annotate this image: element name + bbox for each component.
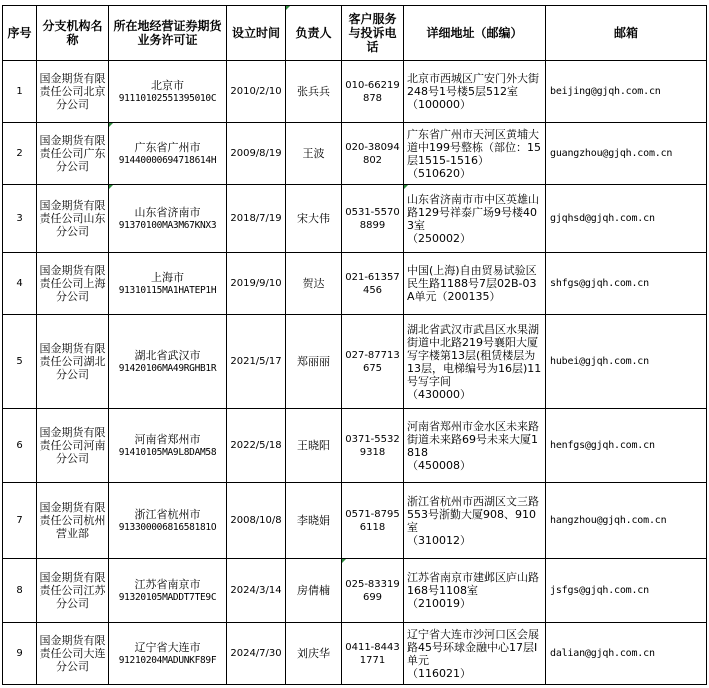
license-cell bbox=[109, 559, 227, 623]
license-cell bbox=[109, 253, 227, 315]
license-cell bbox=[109, 185, 227, 253]
row-index: 1 bbox=[3, 61, 37, 123]
header-manager: 负责人 bbox=[286, 6, 342, 61]
service-phone: 027-87713675 bbox=[342, 315, 404, 409]
manager-name: 宋大伟 bbox=[286, 185, 342, 253]
address-zip: （100000） bbox=[407, 98, 471, 111]
branch-name: 国金期货有限责任公司杭州营业部 bbox=[37, 483, 109, 559]
license-cell bbox=[109, 315, 227, 409]
table-row bbox=[3, 253, 707, 315]
address-text: 山东省济南市市中区英雄山路129号祥泰广场9号楼403室 bbox=[407, 192, 539, 232]
table-row bbox=[3, 123, 707, 185]
address-zip: （250002） bbox=[407, 231, 471, 245]
email-link[interactable]: henfgs@gjqh.com.cn bbox=[546, 409, 707, 483]
branch-name: 国金期货有限责任公司山东分公司 bbox=[37, 185, 109, 253]
license-code: 91370100MA3M67KNX3 bbox=[118, 219, 217, 231]
address-text: 中国(上海)自由贸易试验区民生路1188号7层02B-03A单元（200135） bbox=[407, 264, 537, 303]
manager-name: 王波 bbox=[286, 123, 342, 185]
established-date: 2018/7/19 bbox=[227, 185, 286, 253]
address-zip: （450008） bbox=[407, 458, 471, 472]
service-phone: 0571-87956118 bbox=[342, 483, 404, 559]
service-phone: 025-83319699 bbox=[342, 559, 404, 623]
row-index: 6 bbox=[3, 409, 37, 483]
row-index: 4 bbox=[3, 253, 37, 315]
license-code: 91330000681658181O bbox=[118, 521, 217, 533]
manager-name: 刘庆华 bbox=[286, 623, 342, 685]
row-index: 8 bbox=[3, 559, 37, 623]
manager-name: 王晓阳 bbox=[286, 409, 342, 483]
license-code: 91440000694718614H bbox=[118, 154, 217, 166]
address-text: 广东省广州市天河区黄埔大道中199号整栋（部位：15层1515-1516） bbox=[407, 127, 541, 167]
license-city: 浙江省杭州市 bbox=[134, 507, 201, 521]
address-cell bbox=[404, 123, 546, 185]
row-index: 2 bbox=[3, 123, 37, 185]
license-city: 河南省郑州市 bbox=[134, 432, 201, 446]
row-index: 9 bbox=[3, 623, 37, 685]
established-date: 2010/2/10 bbox=[227, 61, 286, 123]
email-link[interactable]: hangzhou@gjqh.com.cn bbox=[546, 483, 707, 559]
branch-name: 国金期货有限责任公司北京分公司 bbox=[37, 61, 109, 123]
address-text: 湖北省武汉市武昌区水果湖街道中北路219号襄阳大厦写字楼第13层(租赁楼层为13层，电梯编号为16层)11号写字间 bbox=[407, 322, 542, 388]
row-index: 5 bbox=[3, 315, 37, 409]
license-cell bbox=[109, 623, 227, 685]
address-text: 浙江省杭州市西湖区文三路553号浙勤大厦908、910室 bbox=[407, 494, 539, 534]
email-link[interactable]: hubei@gjqh.com.cn bbox=[546, 315, 707, 409]
license-code: 91420106MA49RGHB1R bbox=[118, 362, 217, 374]
table-row bbox=[3, 559, 707, 623]
license-city: 广东省广州市 bbox=[134, 140, 201, 154]
email-link[interactable]: dalian@gjqh.com.cn bbox=[546, 623, 707, 685]
email-link[interactable]: guangzhou@gjqh.com.cn bbox=[546, 123, 707, 185]
table-row bbox=[3, 315, 707, 409]
table-row bbox=[3, 409, 707, 483]
address-zip: （510620） bbox=[407, 166, 471, 180]
service-phone: 0411-84431771 bbox=[342, 623, 404, 685]
table-row bbox=[3, 483, 707, 559]
established-date: 2009/8/19 bbox=[227, 123, 286, 185]
license-cell bbox=[109, 483, 227, 559]
address-text: 北京市西城区广安门外大街248号1号楼5层512室 bbox=[407, 72, 539, 98]
manager-name: 张兵兵 bbox=[286, 61, 342, 123]
address-zip: （116021） bbox=[407, 666, 471, 680]
branch-name: 国金期货有限责任公司江苏分公司 bbox=[37, 559, 109, 623]
header-address: 详细地址（邮编） bbox=[404, 6, 546, 61]
table-row bbox=[3, 185, 707, 253]
address-zip: （210019） bbox=[407, 597, 471, 610]
header-phone: 客户服务与投诉电话 bbox=[342, 6, 404, 61]
address-cell bbox=[404, 61, 546, 123]
branch-table bbox=[2, 5, 707, 685]
email-link[interactable]: shfgs@gjqh.com.cn bbox=[546, 253, 707, 315]
header-email: 邮箱 bbox=[546, 6, 707, 61]
address-cell bbox=[404, 409, 546, 483]
header-location: 所在地经营证券期货业务许可证 bbox=[109, 6, 227, 61]
table-row bbox=[3, 623, 707, 685]
service-phone: 0531-55708899 bbox=[342, 185, 404, 253]
email-link[interactable]: jsfgs@gjqh.com.cn bbox=[546, 559, 707, 623]
service-phone: 020-38094802 bbox=[342, 123, 404, 185]
license-city: 北京市 bbox=[151, 78, 184, 92]
service-phone: 0371-55329318 bbox=[342, 409, 404, 483]
license-code: 91320105MADDT7TE9C bbox=[118, 591, 217, 603]
row-index: 3 bbox=[3, 185, 37, 253]
license-city: 江苏省南京市 bbox=[134, 577, 201, 591]
established-date: 2021/5/17 bbox=[227, 315, 286, 409]
manager-name: 李晓娟 bbox=[286, 483, 342, 559]
branch-name: 国金期货有限责任公司广东分公司 bbox=[37, 123, 109, 185]
license-city: 湖北省武汉市 bbox=[134, 348, 201, 362]
license-cell bbox=[109, 409, 227, 483]
license-code: 91310115MA1HATEP1H bbox=[118, 284, 217, 296]
address-cell bbox=[404, 623, 546, 685]
license-city: 上海市 bbox=[151, 270, 184, 284]
license-city: 山东省济南市 bbox=[134, 205, 201, 219]
license-cell bbox=[109, 61, 227, 123]
service-phone: 010-66219878 bbox=[342, 61, 404, 123]
branch-name: 国金期货有限责任公司大连分公司 bbox=[37, 623, 109, 685]
address-cell bbox=[404, 253, 546, 315]
license-cell bbox=[109, 123, 227, 185]
header-index: 序号 bbox=[3, 6, 37, 61]
address-text: 辽宁省大连市沙河口区会展路45号环球金融中心17层I单元 bbox=[407, 627, 539, 667]
address-zip: （430000） bbox=[407, 387, 471, 401]
established-date: 2024/7/30 bbox=[227, 623, 286, 685]
email-link[interactable]: beijing@gjqh.com.cn bbox=[546, 61, 707, 123]
manager-name: 郑丽丽 bbox=[286, 315, 342, 409]
license-code: 91110102551395010C bbox=[118, 92, 217, 104]
branch-name: 国金期货有限责任公司河南分公司 bbox=[37, 409, 109, 483]
header-date: 设立时间 bbox=[227, 6, 286, 61]
established-date: 2019/9/10 bbox=[227, 253, 286, 315]
address-text: 河南省郑州市金水区未来路街道未来路69号未来大厦1818 bbox=[407, 419, 539, 459]
branch-name: 国金期货有限责任公司湖北分公司 bbox=[37, 315, 109, 409]
manager-name: 房倩楠 bbox=[286, 559, 342, 623]
manager-name: 贺达 bbox=[286, 253, 342, 315]
address-cell bbox=[404, 185, 546, 253]
header-row bbox=[3, 6, 707, 61]
branch-name: 国金期货有限责任公司上海分公司 bbox=[37, 253, 109, 315]
license-city: 辽宁省大连市 bbox=[134, 640, 201, 654]
address-cell bbox=[404, 483, 546, 559]
row-index: 7 bbox=[3, 483, 37, 559]
address-text: 江苏省南京市建邺区庐山路168号1108室 bbox=[407, 571, 539, 597]
service-phone: 021-61357456 bbox=[342, 253, 404, 315]
established-date: 2024/3/14 bbox=[227, 559, 286, 623]
license-code: 91210204MADUNKF89F bbox=[118, 654, 217, 666]
address-cell bbox=[404, 315, 546, 409]
address-zip: （310012） bbox=[407, 533, 471, 547]
table-row bbox=[3, 61, 707, 123]
license-code: 91410105MA9L8DAM58 bbox=[118, 446, 217, 458]
address-cell bbox=[404, 559, 546, 623]
established-date: 2008/10/8 bbox=[227, 483, 286, 559]
established-date: 2022/5/18 bbox=[227, 409, 286, 483]
header-branch: 分支机构名称 bbox=[37, 6, 109, 61]
email-link[interactable]: gjqhsd@gjqh.com.cn bbox=[546, 185, 707, 253]
